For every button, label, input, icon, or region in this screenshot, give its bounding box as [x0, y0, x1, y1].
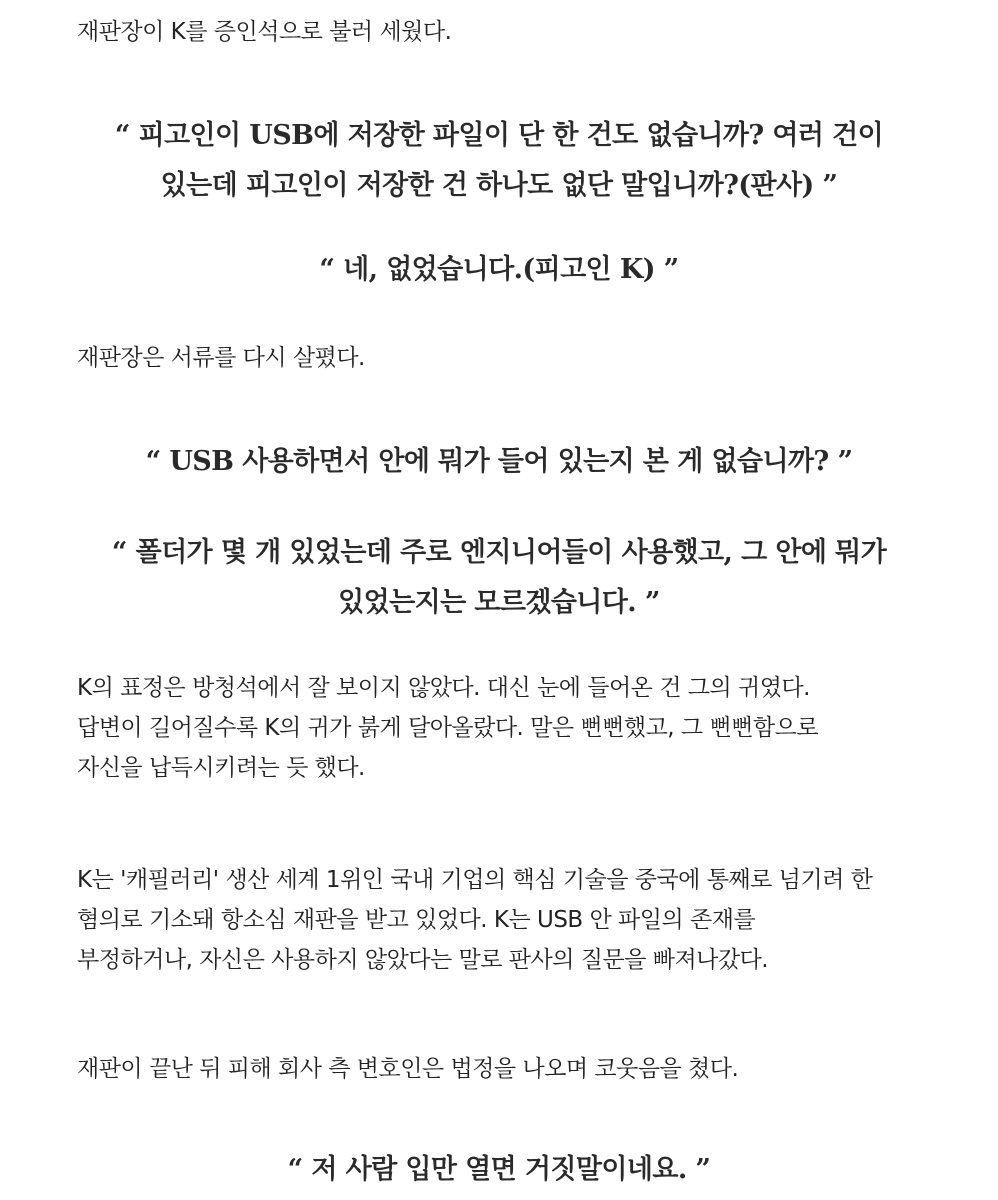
quote-line: “ 폴더가 몇 개 있었는데 주로 엔지니어들이 사용했고, 그 안에 뭐가 [111, 537, 887, 568]
paragraph-line: 답변이 길어질수록 K의 귀가 붉게 달아올랐다. 말은 뻔뻔했고, 그 뻔뻔함으로 [77, 715, 819, 741]
quote-line: “ 네, 없었습니다.(피고인 K) ” [319, 254, 679, 285]
paragraph-judge-reviews [77, 338, 937, 378]
paragraph-line: 부정하거나, 자신은 사용하지 않았다는 말로 판사의 질문을 빠져나갔다. [77, 947, 769, 973]
paragraph-line: 재판장이 K를 증인석으로 불러 세웠다. [77, 19, 452, 45]
paragraph-line: 재판이 끝난 뒤 피해 회사 측 변호인은 법정을 나오며 코웃음을 쳤다. [77, 1056, 739, 1082]
quote-line: 있는데 피고인이 저장한 건 하나도 없단 말입니까?(판사) ” [160, 170, 838, 201]
paragraph-line: K는 '캐필러리' 생산 세계 1위인 국내 기업의 핵심 기술을 중국에 통째로 넘기려 한 [77, 867, 873, 893]
paragraph-line: 혐의로 기소돼 항소심 재판을 받고 있었다. K는 USB 안 파일의 존재를 [77, 907, 756, 933]
quote-lawyer-remark [40, 1145, 958, 1195]
quote-usb-question [40, 437, 958, 487]
quote-line: “ USB 사용하면서 안에 뭐가 들어 있는지 본 게 없습니까? ” [145, 446, 853, 477]
paragraph-witness-called [77, 12, 937, 52]
quote-line: “ 피고인이 USB에 저장한 파일이 단 한 건도 없습니까? 여러 건이 [114, 120, 884, 151]
paragraph-background [77, 860, 937, 980]
quote-folder-answer [40, 528, 958, 628]
paragraph-line: 재판장은 서류를 다시 살폈다. [77, 345, 365, 371]
quote-line: “ 저 사람 입만 열면 거짓말이네요. ” [287, 1154, 711, 1185]
paragraph-expression [77, 668, 937, 788]
quote-judge-question [40, 111, 958, 211]
paragraph-line: 자신을 납득시키려는 듯 했다. [77, 755, 365, 781]
quote-line: 있었는지는 모르겠습니다. ” [338, 587, 660, 618]
paragraph-lawyer [77, 1049, 937, 1089]
quote-defendant-answer [40, 245, 958, 295]
paragraph-line: K의 표정은 방청석에서 잘 보이지 않았다. 대신 눈에 들어온 건 그의 귀였다. [77, 675, 810, 701]
